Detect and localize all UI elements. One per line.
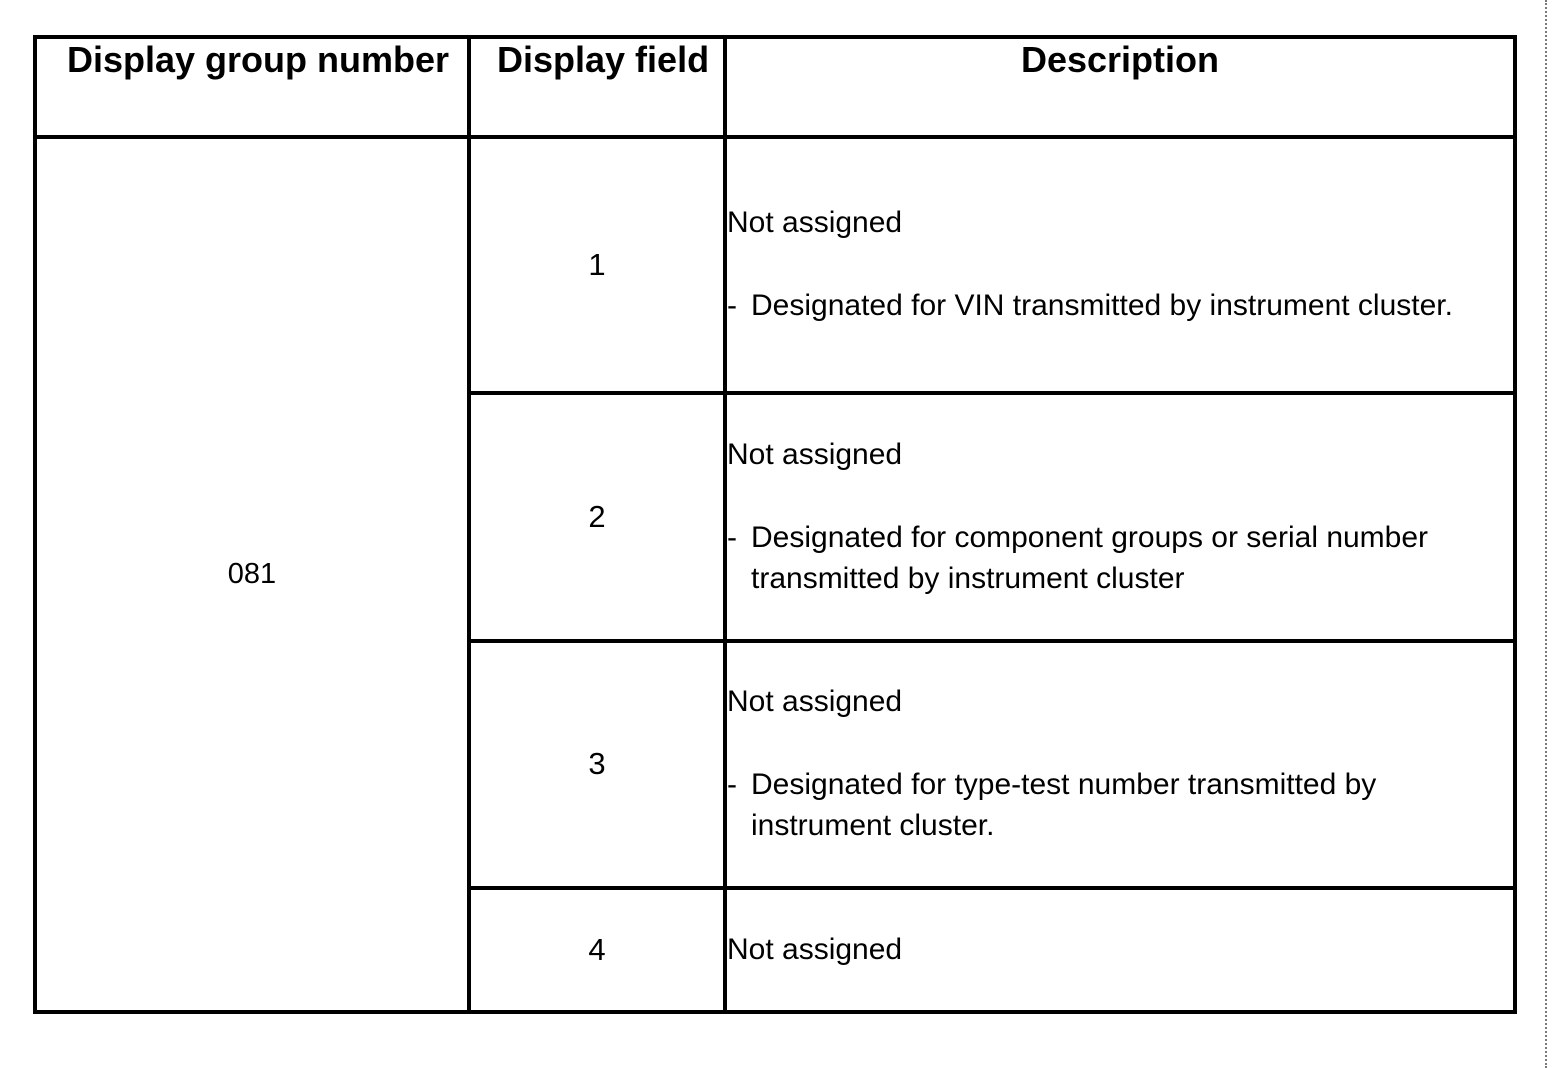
display-group-table [33, 35, 1517, 1014]
description-note-text: Designated for component groups or serial number transmitted by instrument cluster [751, 520, 1429, 595]
header-display-group-number: Display group number [35, 37, 469, 137]
header-display-field: Display field [469, 37, 725, 137]
page-edge-rule [1545, 0, 1547, 1068]
description-status: Not assigned [727, 206, 903, 240]
description-status: Not assigned [727, 437, 903, 471]
display-group-number-cell: 081 [35, 137, 469, 1012]
description-status: Not assigned [727, 932, 903, 966]
description-note-text: Designated for VIN transmitted by instrument cluster. [751, 289, 1453, 323]
description-cell [725, 888, 1515, 1012]
description-note-text: Designated for type-test number transmitted by instrument cluster. [751, 768, 1377, 843]
description-note [727, 517, 1513, 599]
description-note [727, 764, 1513, 846]
description-status: Not assigned [727, 685, 903, 719]
note-bullet: - [727, 768, 737, 802]
header-description: Description [725, 37, 1515, 137]
description-cell [725, 137, 1515, 393]
note-bullet: - [727, 289, 737, 323]
header-row [35, 37, 1515, 137]
display-field-cell: 4 [469, 888, 725, 1012]
description-note [727, 285, 1513, 326]
display-field-cell: 2 [469, 393, 725, 642]
description-cell [725, 393, 1515, 642]
display-field-cell: 1 [469, 137, 725, 393]
table-row [35, 137, 1515, 393]
description-cell [725, 641, 1515, 888]
display-field-cell: 3 [469, 641, 725, 888]
note-bullet: - [727, 520, 737, 554]
